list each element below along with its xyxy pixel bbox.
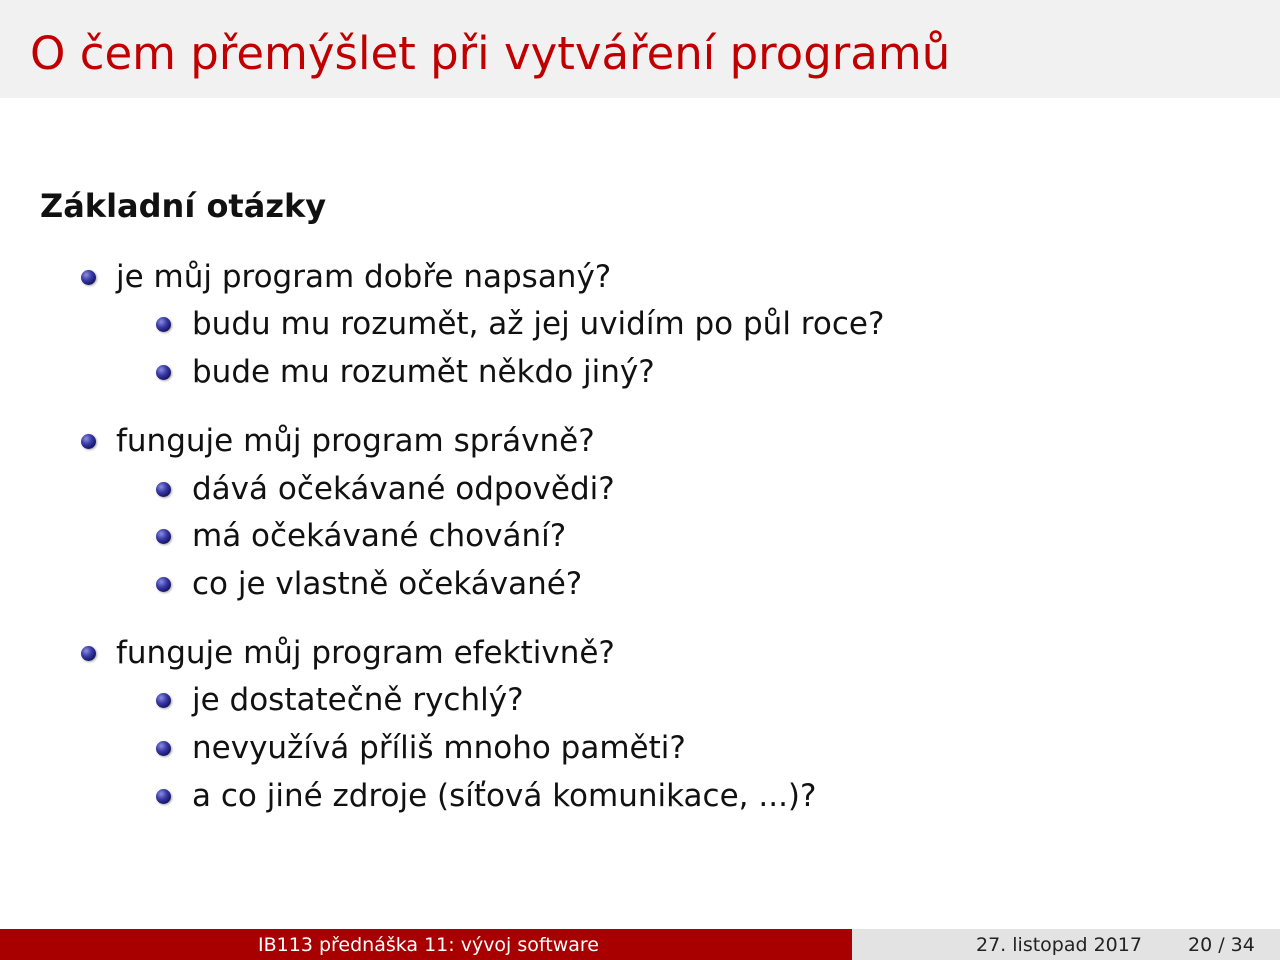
- sub-bullet-item: [156, 564, 582, 604]
- sub-bullet-item: [156, 469, 615, 509]
- sub-bullet-text: bude mu rozumět někdo jiný?: [192, 354, 655, 390]
- sub-bullet-icon: [156, 789, 171, 804]
- sub-bullet-item: [156, 304, 884, 344]
- sub-bullet-icon: [156, 365, 171, 380]
- sub-bullet-icon: [156, 741, 171, 756]
- sub-bullet-item: [156, 776, 816, 816]
- sub-bullet-text: a co jiné zdroje (síťová komunikace, ...)?: [192, 778, 817, 814]
- sub-bullet-text: je dostatečně rychlý?: [192, 682, 524, 718]
- bullet-item: [81, 257, 611, 297]
- bullet-item: [81, 633, 615, 673]
- bullet-text: funguje můj program efektivně?: [116, 635, 615, 671]
- sub-bullet-text: budu mu rozumět, až jej uvidím po půl roce?: [192, 306, 885, 342]
- sub-bullet-icon: [156, 577, 171, 592]
- bullet-icon: [81, 646, 96, 661]
- sub-bullet-text: nevyužívá příliš mnoho paměti?: [192, 730, 686, 766]
- bullet-text: funguje můj program správně?: [116, 423, 595, 459]
- sub-bullet-item: [156, 680, 524, 720]
- section-heading: Základní otázky: [40, 187, 327, 225]
- bullet-item: [81, 421, 595, 461]
- sub-bullet-icon: [156, 693, 171, 708]
- sub-bullet-icon: [156, 482, 171, 497]
- footer-date: 27. listopad 2017: [976, 934, 1142, 956]
- bullet-icon: [81, 434, 96, 449]
- sub-bullet-text: má očekávané chování?: [192, 518, 567, 554]
- sub-bullet-icon: [156, 529, 171, 544]
- sub-bullet-item: [156, 728, 686, 768]
- slide-title: O čem přemýšlet při vytváření programů: [30, 27, 951, 80]
- footer-page-number: 20 / 34: [1188, 934, 1255, 956]
- sub-bullet-text: co je vlastně očekávané?: [192, 566, 583, 602]
- bullet-text: je můj program dobře napsaný?: [116, 259, 612, 295]
- slide-footer: [0, 929, 1280, 960]
- sub-bullet-icon: [156, 317, 171, 332]
- bullet-icon: [81, 270, 96, 285]
- sub-bullet-item: [156, 352, 655, 392]
- sub-bullet-text: dává očekávané odpovědi?: [192, 471, 615, 507]
- footer-course-title: IB113 přednáška 11: vývoj software: [258, 934, 599, 956]
- sub-bullet-item: [156, 516, 566, 556]
